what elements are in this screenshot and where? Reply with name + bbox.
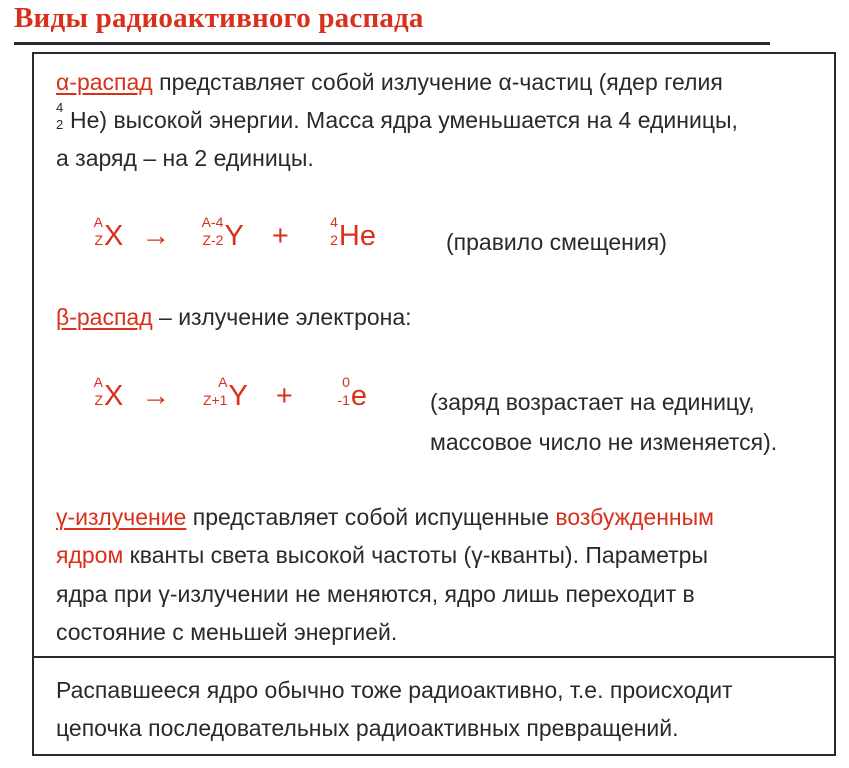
beta-note-line-2: массовое число не изменяется). — [430, 429, 778, 455]
alpha-equation — [93, 214, 376, 252]
alpha-daughter-nuclide — [201, 214, 244, 252]
beta-electron-symbol: e — [350, 380, 368, 412]
title-underline — [14, 42, 770, 45]
alpha-parent-nuclide — [93, 214, 124, 252]
gamma-nucleus-word: ядром — [56, 542, 124, 568]
gamma-line-1 — [56, 503, 714, 531]
alpha-heading: α-распад — [56, 69, 153, 95]
beta-daughter-charge: Z+1 — [202, 392, 228, 408]
alpha-parent-mass: A — [93, 214, 103, 230]
beta-note-line-1: (заряд возрастает на единицу, — [430, 389, 755, 415]
gamma-line-2-text: кванты света высокой частоты (γ-кванты). Параметры — [123, 542, 708, 568]
helium-nuclide — [56, 100, 100, 134]
alpha-line-2-text: ) высокой энергии. Масса ядра уменьшается на 4 единицы, — [99, 107, 738, 133]
beta-plus: + — [275, 380, 293, 412]
beta-electron-charge: -1 — [337, 392, 350, 408]
beta-parent-mass: A — [93, 374, 103, 390]
alpha-daughter-mass: A-4 — [201, 214, 224, 230]
page-title: Виды радиоактивного распада — [14, 2, 424, 34]
alpha-parent-charge: Z — [94, 232, 103, 248]
alpha-arrow: → — [141, 220, 171, 252]
alpha-helium-charge: 2 — [330, 232, 338, 248]
gamma-line-4: состояние с меньшей энергией. — [56, 619, 398, 645]
gamma-heading: γ-излучение — [56, 504, 187, 530]
beta-daughter-nuclide — [202, 374, 248, 412]
alpha-helium-nuclide — [330, 214, 376, 252]
alpha-line-1-text: представляет собой излучение α-частиц (ядер гелия — [152, 69, 723, 95]
gamma-line-2 — [56, 541, 708, 569]
alpha-displacement-rule: (правило смещения) — [446, 229, 667, 255]
alpha-parent-symbol: X — [104, 220, 124, 252]
footer-line-1: Распавшееся ядро обычно тоже радиоактивно, т.е. происходит — [56, 677, 733, 703]
helium-symbol: He — [70, 107, 100, 133]
beta-parent-nuclide — [93, 374, 124, 412]
helium-mass-number: 4 — [56, 100, 64, 115]
beta-daughter-symbol: Y — [228, 380, 248, 412]
beta-line — [56, 303, 412, 331]
alpha-plus: + — [271, 220, 289, 252]
beta-daughter-mass: A — [218, 374, 228, 390]
alpha-line-1 — [56, 68, 723, 96]
helium-charge-number: 2 — [56, 117, 64, 132]
beta-arrow: → — [141, 380, 171, 412]
beta-equation — [93, 374, 368, 412]
alpha-helium-symbol: He — [338, 220, 376, 252]
beta-electron — [337, 374, 368, 412]
beta-heading: β-распад — [56, 304, 153, 330]
alpha-helium-mass: 4 — [330, 214, 338, 230]
gamma-line-1-text: представляет собой испущенные — [186, 504, 556, 530]
gamma-line-3: ядра при γ-излучении не меняются, ядро лишь переходит в — [56, 581, 695, 607]
beta-electron-mass: 0 — [342, 374, 350, 390]
alpha-daughter-symbol: Y — [224, 220, 244, 252]
alpha-line-2 — [56, 100, 738, 134]
gamma-excited-word: возбужденным — [555, 504, 714, 530]
beta-parent-charge: Z — [94, 392, 103, 408]
footer-line-2: цепочка последовательных радиоактивных превращений. — [56, 715, 679, 741]
alpha-line-3: а заряд – на 2 единицы. — [56, 145, 314, 171]
beta-line-text: – излучение электрона: — [152, 304, 412, 330]
alpha-daughter-charge: Z-2 — [202, 232, 224, 248]
footer-divider — [32, 656, 836, 658]
beta-parent-symbol: X — [104, 380, 124, 412]
